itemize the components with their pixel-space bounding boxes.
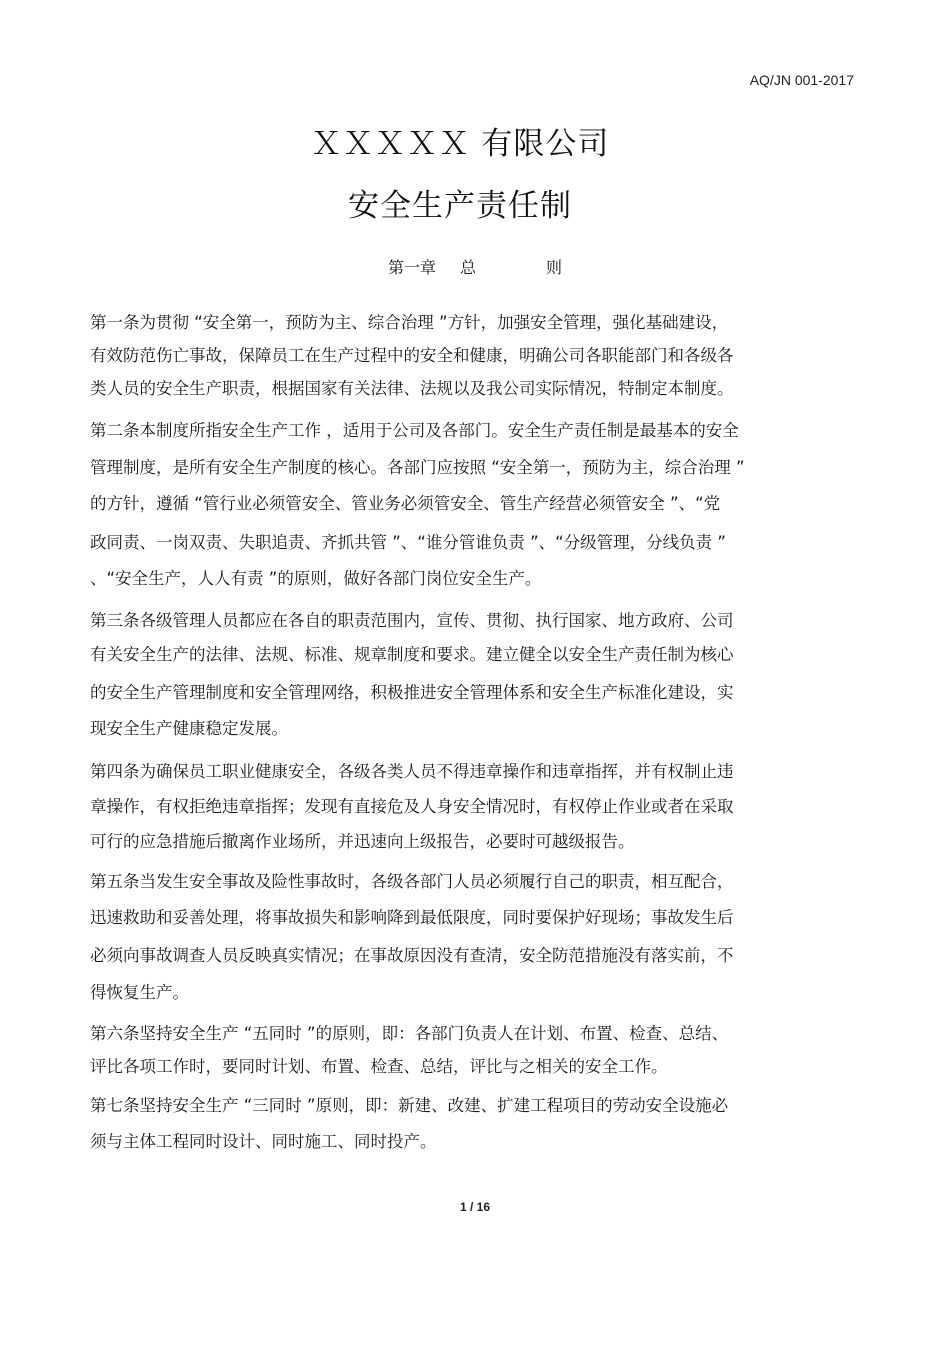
body-line: 政同责、一岗双责、失职追责、齐抓共管 ”、“谁分管谁负责 ”、“分级管理，分线负责 ” <box>90 533 726 552</box>
body-line: 评比各项工作时，要同时计划、布置、检查、总结，评比与之相关的安全工作。 <box>90 1057 668 1076</box>
body-line: 类人员的安全生产职责，根据国家有关法律、法规以及我公司实际情况，特制定本制度。 <box>90 379 734 398</box>
body-line: 必须向事故调查人员反映真实情况；在事故原因没有查清，安全防范措施没有落实前，不 <box>90 946 734 965</box>
chapter-number: 第一章 <box>387 258 436 277</box>
body-line: 可行的应急措施后撤离作业场所，并迅速向上级报告，必要时可越级报告。 <box>90 832 635 851</box>
chapter-heading <box>0 255 950 278</box>
document-title: 安全生产责任制 <box>348 188 572 224</box>
body-line: 得恢复生产。 <box>90 983 189 1002</box>
body-line: 的方针，遵循 “管行业必须管安全、管业务必须管安全、管生产经营必须管安全 ”、“党 <box>90 494 721 513</box>
company-title: ＸＸＸＸＸ 有限公司 <box>310 126 610 162</box>
page-number: 1 / 16 <box>459 1200 491 1214</box>
body-line: 第六条坚持安全生产 “五同时 ”的原则，即：各部门负责人在计划、布置、检查、总结、 <box>90 1024 729 1043</box>
body-line: 须与主体工程同时设计、同时施工、同时投产。 <box>90 1132 437 1151</box>
body-line: 第二条本制度所指安全生产工作 ，适用于公司及各部门。安全生产责任制是最基本的安全 <box>90 421 739 440</box>
chapter-word-1: 总 <box>459 258 476 277</box>
body-line: 章操作，有权拒绝违章指挥；发现有直接危及人身安全情况时，有权停止作业或者在采取 <box>90 797 734 816</box>
body-line: 、“安全生产，人人有责 ”的原则，做好各部门岗位安全生产。 <box>90 569 542 588</box>
body-line: 第四条为确保员工职业健康安全，各级各类人员不得违章操作和违章指挥，并有权制止违 <box>90 762 734 781</box>
chapter-word-2: 则 <box>546 258 563 277</box>
body-line: 有关安全生产的法律、法规、标准、规章制度和要求。建立健全以安全生产责任制为核心 <box>90 645 734 664</box>
body-line: 第三条各级管理人员都应在各自的职责范围内，宣传、贯彻、执行国家、地方政府、公司 <box>90 611 734 630</box>
document-code: AQ/JN 001-2017 <box>749 72 854 88</box>
body-line: 现安全生产健康稳定发展。 <box>90 719 288 738</box>
body-line: 第一条为贯彻 “安全第一，预防为主、综合治理 ”方针，加强安全管理，强化基础建设， <box>90 313 729 332</box>
body-line: 第五条当发生安全事故及险性事故时，各级各部门人员必须履行自己的职责，相互配合， <box>90 872 734 891</box>
body-line: 有效防范伤亡事故，保障员工在生产过程中的安全和健康，明确公司各职能部门和各级各 <box>90 346 734 365</box>
body-line: 的安全生产管理制度和安全管理网络，积极推进安全管理体系和安全生产标准化建设，实 <box>90 683 734 702</box>
body-line: 迅速救助和妥善处理，将事故损失和影响降到最低限度，同时要保护好现场；事故发生后 <box>90 908 734 927</box>
body-line: 第七条坚持安全生产 “三同时 ”原则，即：新建、改建、扩建工程项目的劳动安全设施必 <box>90 1096 729 1115</box>
body-line: 管理制度，是所有安全生产制度的核心。各部门应按照 “安全第一，预防为主，综合治理 ” <box>90 458 745 477</box>
